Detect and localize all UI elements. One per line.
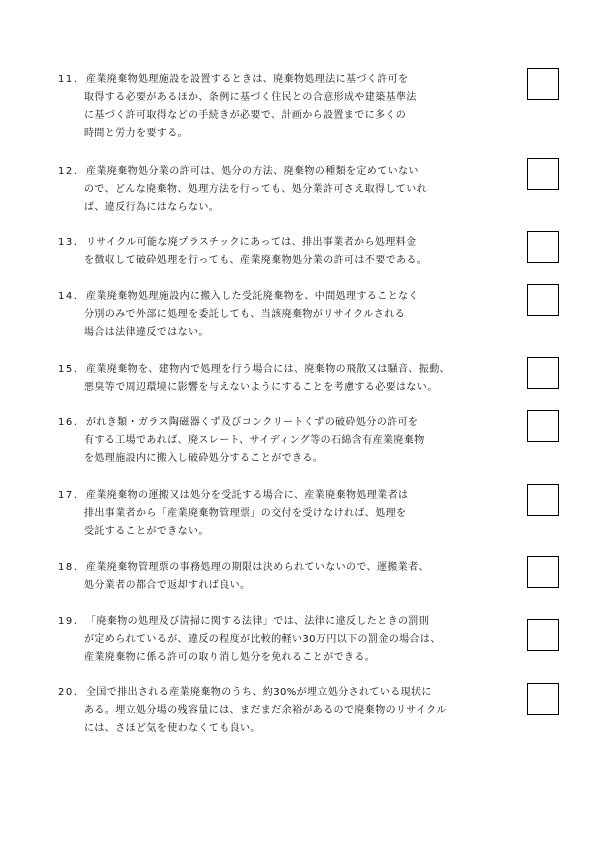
question-text-line: 産業廃棄物処理施設を設置するときは、廃棄物処理法に基づく許可を (86, 74, 409, 85)
question-number: 18. (58, 562, 79, 573)
question-number: 11. (58, 74, 79, 85)
question-text-line: 排出事業者から「産業廃棄物管理票」の交付を受けなければ、処理を (84, 508, 407, 519)
question-text-line: 場合は法律違反ではない。 (84, 327, 209, 338)
question-text-line: 処分業者の都合で返却すれば良い。 (84, 580, 251, 591)
answer-box[interactable] (527, 556, 559, 588)
question-text-line: リサイクル可能な廃プラスチックにあっては、排出事業者から処理料金 (86, 237, 417, 248)
question-number: 16. (58, 417, 79, 428)
question-text-line: ある。埋立処分場の残容量には、まだまだ余裕があるので廃棄物のリサイクル (84, 705, 447, 716)
question-text-line: 「廃棄物の処理及び清掃に関する法律」では、法律に違反したときの罰則 (86, 616, 430, 627)
question-text-line: 全国で排出される産業廃棄物のうち、約30%が埋立処分されている現状に (86, 687, 432, 698)
question-text-line: 産業廃棄物処理施設内に搬入した受託廃棄物を、中間処理することなく (86, 291, 419, 302)
answer-box[interactable] (527, 231, 559, 263)
question-number: 19. (58, 616, 79, 627)
question-text-line: 有する工場であれば、廃スレート、サイディング等の石綿含有産業廃棄物 (84, 435, 425, 446)
question-text-line: を徴収して破砕処理を行っても、産業廃棄物処分業の許可は不要である。 (84, 255, 428, 266)
answer-box[interactable] (527, 619, 559, 651)
question-text-line: 悪臭等で周辺環境に影響を与えないようにすることを考慮する必要はない。 (84, 382, 438, 393)
question-number: 13. (58, 237, 79, 248)
question-text-line: 時間と労力を要する。 (84, 128, 188, 139)
question-text-line: 産業廃棄物管理票の事務処理の期限は決められていないので、運搬業者、 (86, 562, 429, 573)
question-number: 14. (58, 291, 79, 302)
answer-box[interactable] (527, 484, 559, 516)
question-number: 12. (58, 166, 79, 177)
answer-box[interactable] (527, 284, 559, 316)
answer-box[interactable] (527, 410, 559, 442)
question-text-line: が定められているが、違反の程度が比較的軽い30万円以下の罰金の場合は、 (84, 634, 441, 645)
question-text-line: がれき類・ガラス陶磁器くず及びコンクリートくずの破砕処分の許可を (86, 417, 419, 428)
question-text-line: 取得する必要があるほか、条例に基づく住民との合意形成や建築基準法 (84, 92, 417, 103)
answer-box[interactable] (527, 68, 559, 100)
question-text-line: 産業廃棄物に係る許可の取り消し処分を免れることができる。 (84, 652, 376, 663)
answer-box[interactable] (527, 683, 559, 715)
question-number: 15. (58, 364, 79, 375)
question-text-line: 産業廃棄物の運搬又は処分を受託する場合に、産業廃棄物処理業者は (86, 490, 409, 501)
question-text-line: ので、どんな廃棄物、処理方法を行っても、処分業許可さえ取得していれ (84, 184, 427, 195)
question-text-line: 分別のみで外部に処理を委託しても、当該廃棄物がリサイクルされる (84, 309, 405, 320)
answer-box[interactable] (527, 158, 559, 190)
question-text-line: 受託することができない。 (84, 526, 209, 537)
question-text-line: ば、違反行為にはならない。 (84, 202, 220, 213)
question-text-line: に基づく許可取得などの手続きが必要で、計画から設置までに多くの (84, 110, 407, 121)
question-number: 17. (58, 490, 79, 501)
question-text-line: には、さほど気を使わなくても良い。 (84, 723, 261, 734)
answer-box[interactable] (527, 357, 559, 389)
question-text-line: 産業廃棄物処分業の許可は、処分の方法、廃棄物の種類を定めていない (86, 166, 419, 177)
question-text-line: を処理施設内に搬入し破砕処分することができる。 (84, 453, 324, 464)
question-number: 20. (58, 687, 79, 698)
question-text-line: 産業廃棄物を、建物内で処理を行う場合には、廃棄物の飛散又は騒音、振動、 (86, 364, 450, 375)
